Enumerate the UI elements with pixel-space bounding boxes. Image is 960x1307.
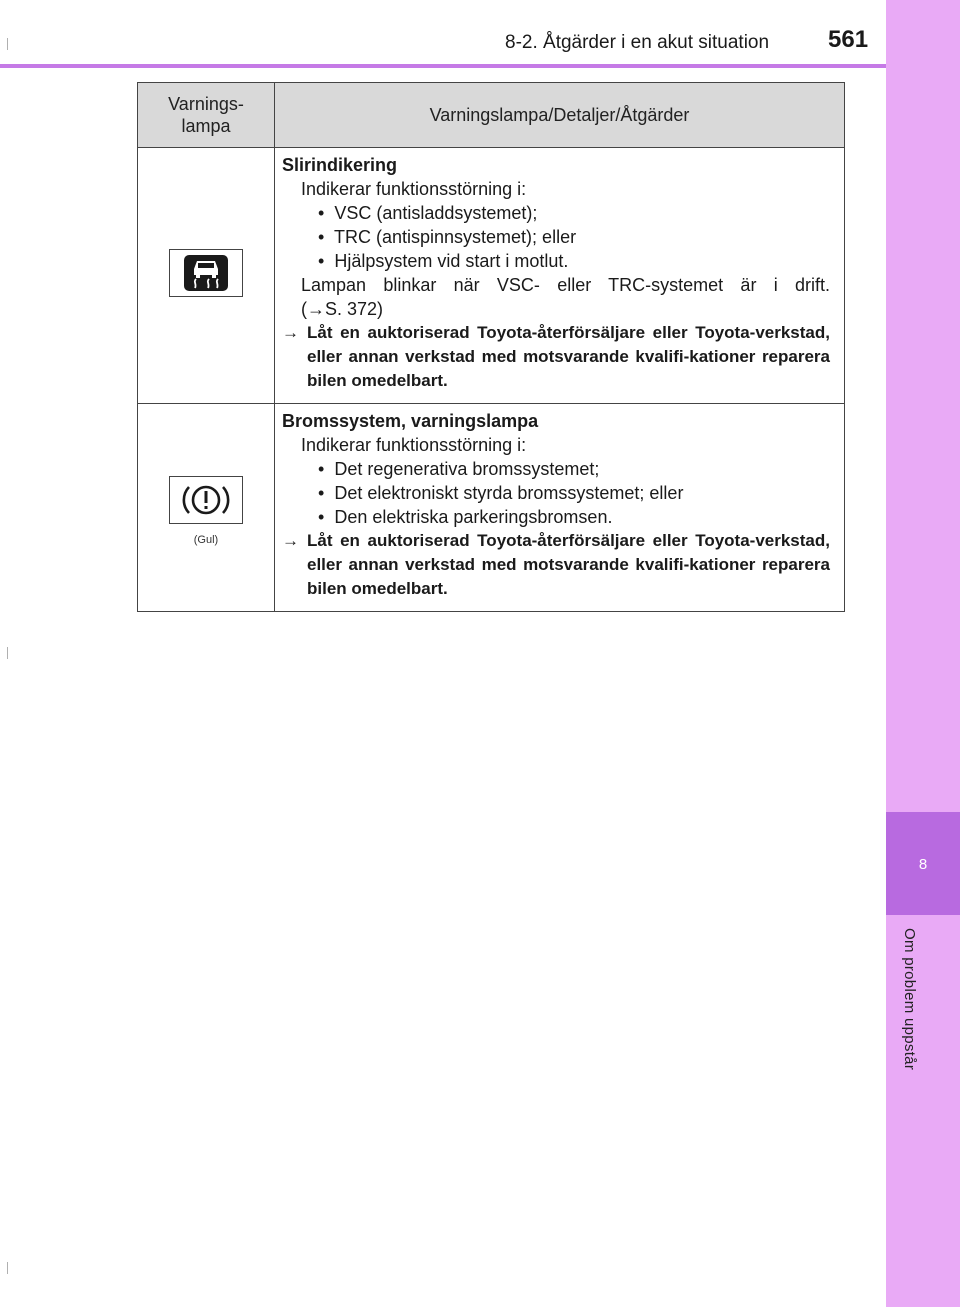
list-item [282, 505, 830, 529]
list-item [282, 457, 830, 481]
lamp-intro: Indikerar funktionsstörning i: [301, 179, 527, 199]
lamp-cell [138, 404, 275, 612]
crop-mark [7, 647, 8, 659]
list-item [282, 225, 830, 249]
warning-lamp-table [137, 82, 845, 612]
skid-indicator-lamp [169, 249, 243, 297]
list-item [282, 201, 830, 225]
list-item [282, 249, 830, 273]
bullet-text: Det regenerativa bromssystemet; [334, 459, 600, 479]
page-number: 561 [828, 26, 869, 53]
brake-warning-lamp [169, 476, 243, 524]
bullet-text: Hjälpsystem vid start i motlut. [334, 251, 569, 271]
bullet-text: Den elektriska parkeringsbromsen. [334, 507, 613, 527]
lamp-note: Lampan blinkar när VSC- eller TRC-systemet är i drift. [301, 275, 830, 295]
header-rule [0, 64, 886, 68]
bullet-symbol: • [318, 227, 325, 247]
bullet-symbol: • [318, 203, 325, 223]
bullet-symbol: • [318, 507, 325, 527]
detail-cell [275, 404, 845, 612]
chapter-number: 8 [918, 856, 928, 873]
bullet-text: VSC (antisladdsystemet); [334, 203, 538, 223]
table-row [138, 148, 845, 404]
action-text: Låt en auktoriserad Toyota-återförsäljare eller Toyota-verkstad, eller annan verkstad med motsvarande kvalifi-kationer reparera bilen omedelbart. [307, 323, 830, 390]
action-text: Låt en auktoriserad Toyota-återförsäljare eller Toyota-verkstad, eller annan verkstad med motsvarande kvalifi-kationer reparera bilen omedelbart. [307, 531, 830, 598]
arrow-icon: → [282, 323, 299, 342]
table-header-row [138, 83, 845, 148]
skid-indicator-icon [184, 255, 228, 291]
bullet-symbol: • [318, 483, 325, 503]
page-reference: (→S. 372) [301, 299, 384, 319]
bullet-text: TRC (antispinnsystemet); eller [334, 227, 577, 247]
lamp-cell [138, 148, 275, 404]
action-instruction [282, 529, 830, 601]
action-instruction [282, 321, 830, 393]
lamp-color-caption: (Gul) [193, 534, 219, 546]
detail-cell [275, 148, 845, 404]
header-details [275, 83, 845, 148]
section-title: 8-2. Åtgärder i en akut situation [505, 32, 770, 53]
lamp-intro: Indikerar funktionsstörning i: [301, 435, 527, 455]
header-lamp-text: Varnings- lampa [168, 94, 244, 136]
header-details-text: Varningslampa/Detaljer/Åtgärder [429, 105, 690, 125]
chapter-sidebar [886, 0, 960, 1307]
arrow-icon: → [282, 531, 299, 550]
header-lamp [138, 83, 275, 148]
lamp-title: Slirindikering [282, 155, 398, 175]
table-row [138, 404, 845, 612]
bullet-text: Det elektroniskt styrda bromssystemet; eller [334, 483, 684, 503]
lamp-title: Bromssystem, varningslampa [282, 411, 539, 431]
chapter-label: Om problem uppstår [901, 928, 918, 1071]
bullet-symbol: • [318, 251, 325, 271]
crop-mark [7, 1262, 8, 1274]
brake-warning-icon [170, 477, 242, 523]
bullet-symbol: • [318, 459, 325, 479]
crop-mark [7, 38, 8, 50]
list-item [282, 481, 830, 505]
